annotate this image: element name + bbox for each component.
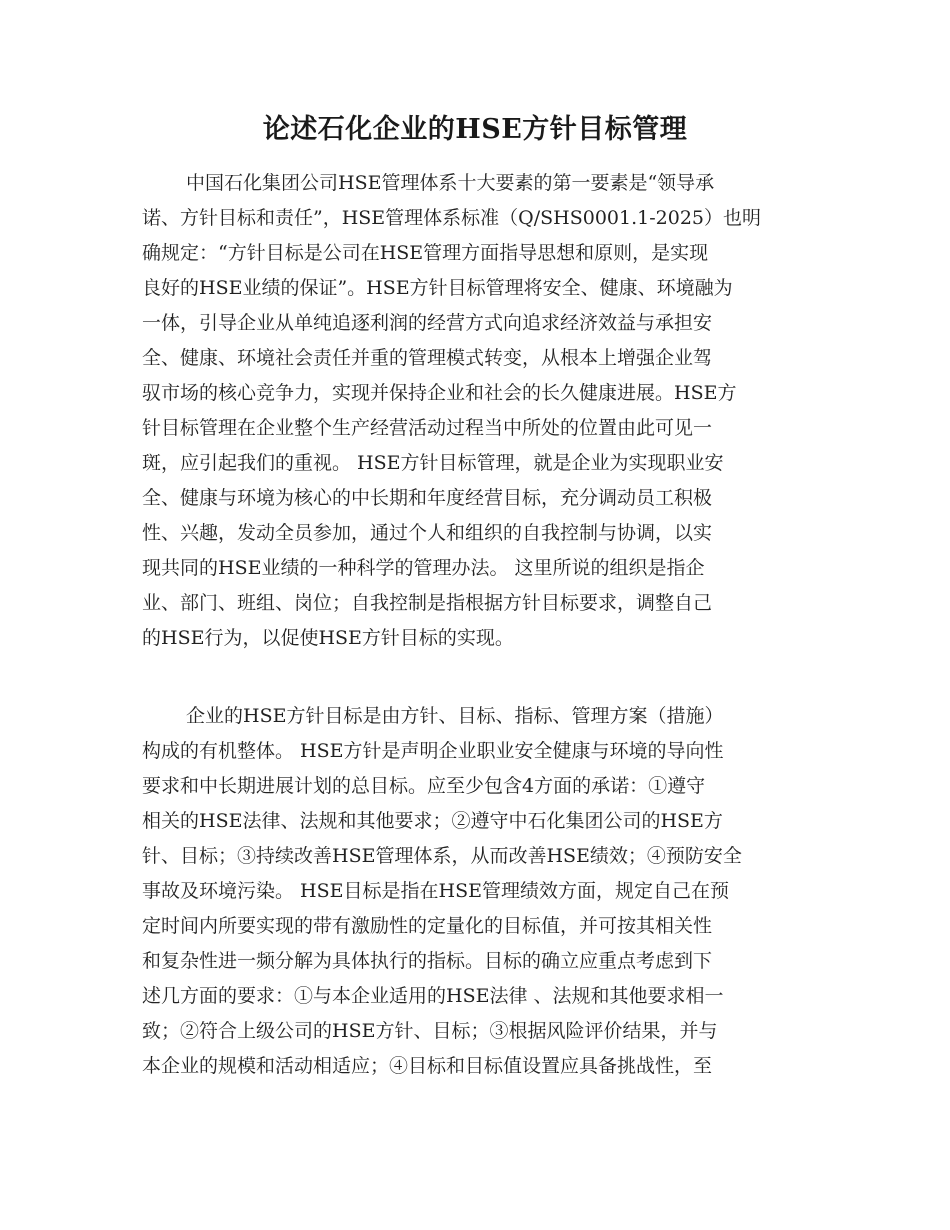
paragraph-1-line-2: 诺、方针目标和责任”，HSE管理体系标准（Q/SHS0001.1-2025）也明 <box>142 207 762 229</box>
paragraph-1-line-13: 业、部门、班组、岗位；自我控制是指根据方针目标要求，调整自己 <box>142 592 713 614</box>
paragraph-2-line-11: 本企业的规模和活动相适应；④目标和目标值设置应具备挑战性，至 <box>142 1055 713 1077</box>
paragraph-1-line-11: 性、兴趣，发动全员参加，通过个人和组织的自我控制与协调，以实 <box>142 522 713 544</box>
paragraph-1-line-7: 驭市场的核心竞争力，实现并保持企业和社会的长久健康进展。HSE方 <box>142 382 737 404</box>
paragraph-2-line-8: 和复杂性进一频分解为具体执行的指标。目标的确立应重点考虑到下 <box>142 950 713 972</box>
paragraph-2-line-2: 构成的有机整体。 HSE方针是声明企业职业安全健康与环境的导向性 <box>142 740 724 762</box>
paragraph-2-line-6: 事故及环境污染。 HSE目标是指在HSE管理绩效方面，规定自己在预 <box>142 880 729 902</box>
paragraph-1-line-10: 全、健康与环境为核心的中长期和年度经营目标，充分调动员工积极 <box>142 487 713 509</box>
paragraph-1-line-9: 斑，应引起我们的重视。 HSE方针目标管理，就是企业为实现职业安 <box>142 452 724 474</box>
paragraph-1-line-3: 确规定：“方针目标是公司在HSE管理方面指导思想和原则，是实现 <box>142 242 709 264</box>
paragraph-2-line-1: 企业的HSE方针目标是由方针、目标、指标、管理方案（措施） <box>186 705 724 727</box>
paragraph-2-line-7: 定时间内所要实现的带有激励性的定量化的目标值，并可按其相关性 <box>142 915 713 937</box>
paragraph-2-line-4: 相关的HSE法律、法规和其他要求；②遵守中石化集团公司的HSE方 <box>142 810 723 832</box>
paragraph-1-line-14: 的HSE行为，以促使HSE方针目标的实现。 <box>142 627 514 649</box>
paragraph-1-line-4: 良好的HSE业绩的保证”。HSE方针目标管理将安全、健康、环境融为 <box>142 277 733 299</box>
paragraph-1-line-5: 一体，引导企业从单纯追逐利润的经营方式向追求经济效益与承担安 <box>142 312 713 334</box>
paragraph-1-line-12: 现共同的HSE业绩的一种科学的管理办法。 这里所说的组织是指企 <box>142 557 705 579</box>
paragraph-2-line-5: 针、目标；③持续改善HSE管理体系，从而改善HSE绩效；④预防安全 <box>142 845 742 867</box>
document-title: 论述石化企业的HSE方针目标管理 <box>262 114 688 145</box>
paragraph-2-line-9: 述几方面的要求：①与本企业适用的HSE法律 、法规和其他要求相一 <box>142 985 724 1007</box>
paragraph-1-line-6: 全、健康、环境社会责任并重的管理模式转变，从根本上增强企业驾 <box>142 347 713 369</box>
paragraph-2-line-3: 要求和中长期进展计划的总目标。应至少包含4方面的承诺：①遵守 <box>142 775 706 797</box>
paragraph-1-line-8: 针目标管理在企业整个生产经营活动过程当中所处的位置由此可见一 <box>142 417 713 439</box>
paragraph-2-line-10: 致；②符合上级公司的HSE方针、目标；③根据风险评价结果，并与 <box>142 1020 718 1042</box>
paragraph-1-line-1: 中国石化集团公司HSE管理体系十大要素的第一要素是“领导承 <box>186 172 715 194</box>
